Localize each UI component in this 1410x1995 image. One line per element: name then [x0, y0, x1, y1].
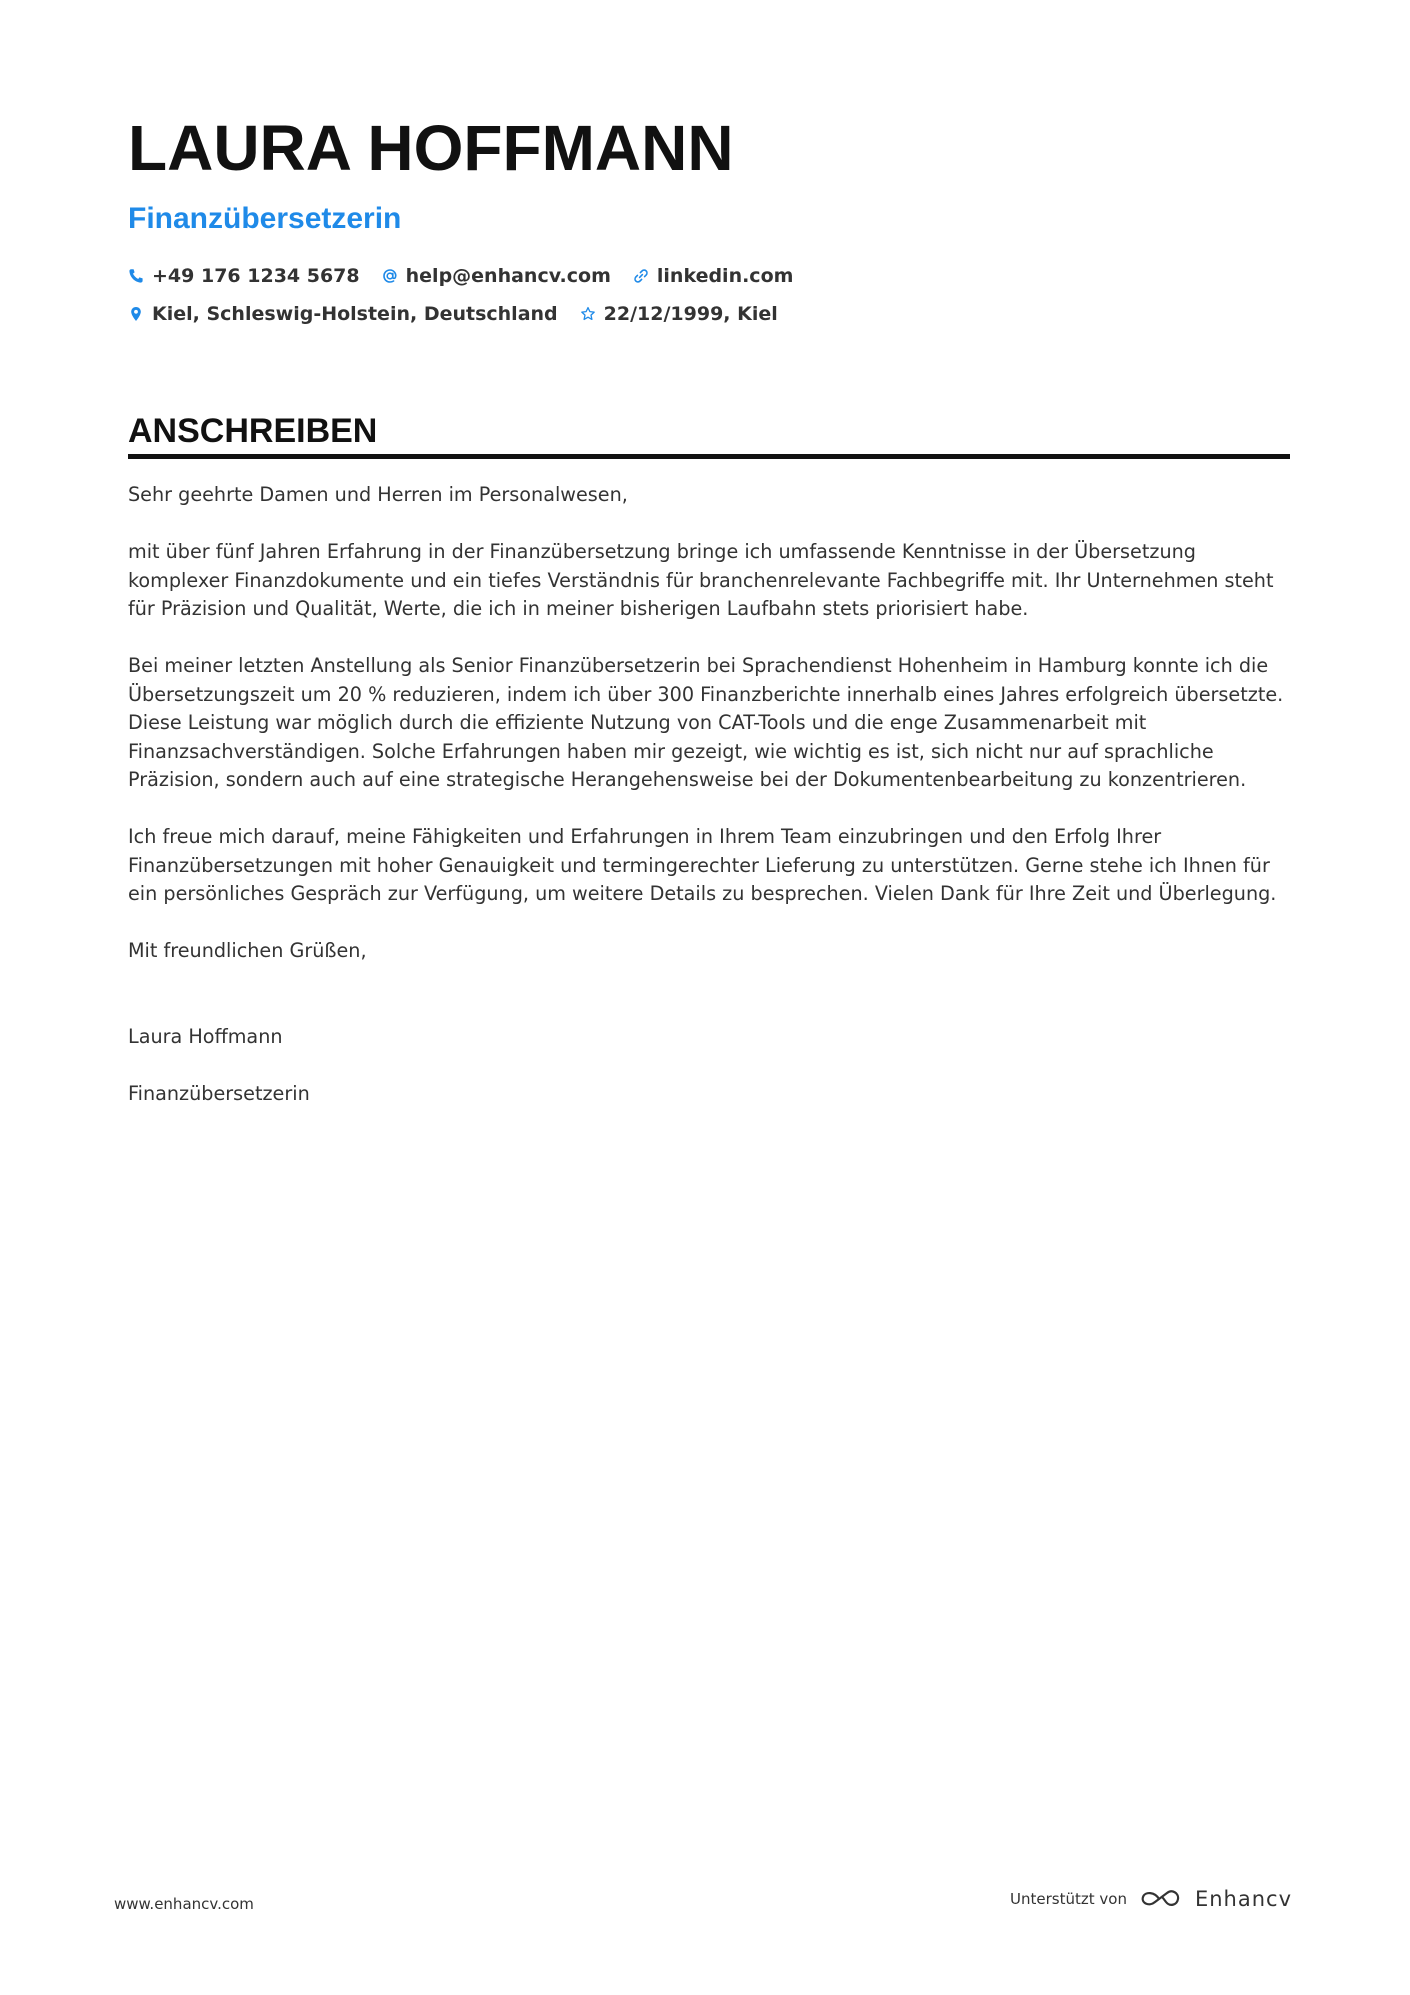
contact-email[interactable] [382, 262, 611, 290]
cover-letter-page [128, 112, 1290, 1137]
letter-salutation: Sehr geehrte Damen und Herren im Personalwesen, [128, 483, 628, 506]
phone-icon [128, 268, 144, 284]
brand-name: Enhancv [1194, 1887, 1292, 1911]
star-icon [580, 306, 596, 322]
cover-letter-section [128, 410, 1290, 1108]
contact-birth [580, 300, 778, 328]
enhancv-logo-icon [1139, 1886, 1183, 1912]
contact-phone[interactable] [128, 262, 360, 290]
contact-birth-text: 22/12/1999, Kiel [603, 303, 778, 325]
location-pin-icon [128, 306, 144, 322]
contact-linkedin[interactable] [633, 262, 794, 290]
letter-paragraph: Bei meiner letzten Anstellung als Senior Finanzübersetzerin bei Sprachendienst Hohenheim in Hamburg konnte ich die Übersetzungszeit um 20 % reduzieren, indem ich über 300 Finanzberichte innerhalb eines Jahres erfolgreich übersetzte. Diese Leistung war möglich durch die effiziente Nutzung von CAT-Tools und die enge Zusammenarbeit mit Finanzsachverständigen. Solche Erfahrungen haben mir gezeigt, wie wichtig es ist, sich nicht nur auf sprachliche Präzision, sondern auch auf eine strategische Herangehensweise bei der Dokumentenbearbeitung zu konzentrieren. [128, 654, 1284, 791]
powered-by-label: Unterstützt von [1010, 1890, 1127, 1908]
contact-linkedin-text: linkedin.com [656, 265, 794, 287]
candidate-job-title: Finanzübersetzerin [128, 202, 402, 235]
letter-paragraph: mit über fünf Jahren Erfahrung in der Finanzübersetzung bringe ich umfassende Kenntnisse in der Übersetzung komplexer Finanzdokumente und ein tiefes Verständnis für branchenrelevante Fachbegriffe mit. Ihr Unternehmen steht für Präzision und Qualität, Werte, die ich in meiner bisherigen Laufbahn stets priorisiert habe. [128, 540, 1274, 620]
at-icon [382, 268, 398, 284]
contact-info [128, 262, 1188, 328]
footer-website-link[interactable]: www.enhancv.com [114, 1895, 254, 1913]
letter-body [128, 481, 1290, 1108]
footer-branding[interactable] [1010, 1886, 1292, 1912]
signature-title: Finanzübersetzerin [128, 1081, 310, 1105]
candidate-name: LAURA HOFFMANN [128, 112, 734, 184]
section-title: ANSCHREIBEN [128, 410, 1290, 459]
signature-name: Laura Hoffmann [128, 1024, 283, 1048]
contact-location-text: Kiel, Schleswig-Holstein, Deutschland [152, 303, 558, 325]
letter-paragraph: Ich freue mich darauf, meine Fähigkeiten und Erfahrungen in Ihrem Team einzubringen und den Erfolg Ihrer Finanzübersetzungen mit hoher Genauigkeit und termingerechter Lieferung zu unterstützen. Gerne stehe ich Ihnen für ein persönliches Gespräch zur Verfügung, um weitere Details zu besprechen. Vielen Dank für Ihre Zeit und Überlegung. [128, 825, 1277, 905]
contact-location [128, 300, 558, 328]
letter-closing: Mit freundlichen Grüßen, [128, 939, 367, 962]
contact-phone-text: +49 176 1234 5678 [152, 265, 360, 287]
link-icon [633, 268, 649, 284]
contact-email-text: help@enhancv.com [405, 265, 611, 287]
